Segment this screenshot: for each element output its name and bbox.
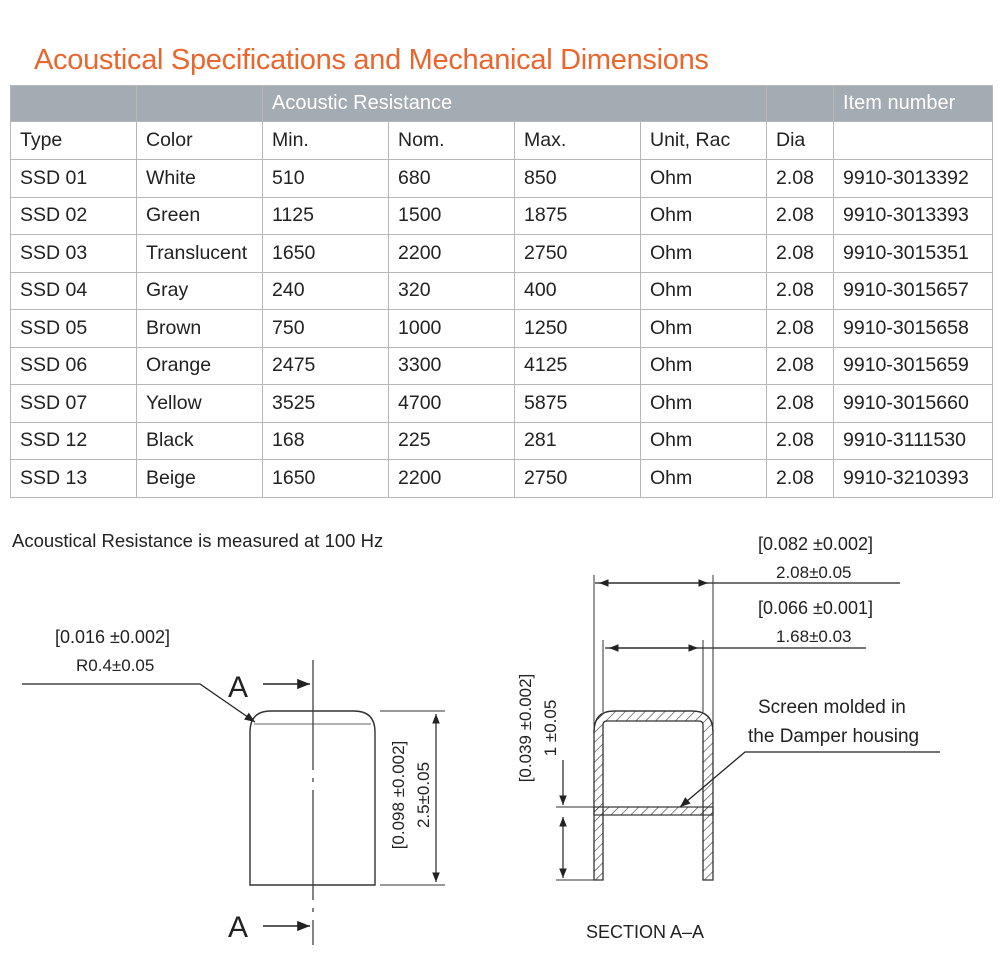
table-cell: Black bbox=[137, 422, 263, 460]
height-mm-label: 2.5±0.05 bbox=[414, 761, 433, 829]
table-cell: SSD 12 bbox=[11, 422, 137, 460]
table-cell: 9910-3015658 bbox=[834, 310, 993, 348]
table-cell: 9910-3015659 bbox=[834, 347, 993, 385]
table-cell: 1125 bbox=[263, 197, 389, 235]
table-cell: 2.08 bbox=[767, 460, 834, 498]
table-cell: 4700 bbox=[389, 385, 515, 423]
table-cell: Brown bbox=[137, 310, 263, 348]
table-cell: Orange bbox=[137, 347, 263, 385]
table-cell: Ohm bbox=[641, 422, 767, 460]
table-cell: 2.08 bbox=[767, 347, 834, 385]
table-cell: Ohm bbox=[641, 197, 767, 235]
table-cell: 2.08 bbox=[767, 422, 834, 460]
table-cell: Ohm bbox=[641, 235, 767, 273]
table-cell: 2.08 bbox=[767, 272, 834, 310]
height-inch-label: [0.098 ±0.002] bbox=[389, 740, 408, 850]
table-cell: 850 bbox=[515, 160, 641, 198]
table-cell: SSD 04 bbox=[11, 272, 137, 310]
table-cell: SSD 13 bbox=[11, 460, 137, 498]
table-cell: 1650 bbox=[263, 460, 389, 498]
section-view bbox=[516, 534, 940, 942]
table-cell: 9910-3210393 bbox=[834, 460, 993, 498]
radius-leader bbox=[22, 684, 255, 722]
section-label-top: A bbox=[228, 671, 249, 704]
table-cell: 2.08 bbox=[767, 235, 834, 273]
table-cell: 2.08 bbox=[767, 160, 834, 198]
page-title: Acoustical Specifications and Mechanical Dimensions bbox=[34, 44, 709, 76]
table-cell: 168 bbox=[263, 422, 389, 460]
table-cell: Translucent bbox=[137, 235, 263, 273]
inner-dia-mm-label: 1.68±0.03 bbox=[776, 627, 852, 646]
table-cell: SSD 02 bbox=[11, 197, 137, 235]
table-cell: 2200 bbox=[389, 460, 515, 498]
table-cell: 510 bbox=[263, 160, 389, 198]
table-cell: SSD 07 bbox=[11, 385, 137, 423]
table-cell: White bbox=[137, 160, 263, 198]
screen-callout-line2: the Damper housing bbox=[748, 726, 920, 747]
screen-leader bbox=[680, 752, 940, 807]
table-cell: Ohm bbox=[641, 460, 767, 498]
table-cell: 2.08 bbox=[767, 310, 834, 348]
table-cell: Yellow bbox=[137, 385, 263, 423]
table-cell: 1500 bbox=[389, 197, 515, 235]
outer-dia-inch-label: [0.082 ±0.002] bbox=[758, 534, 873, 554]
table-cell: SSD 05 bbox=[11, 310, 137, 348]
table-cell: Ohm bbox=[641, 310, 767, 348]
screen bbox=[594, 807, 713, 815]
table-cell: 2.08 bbox=[767, 385, 834, 423]
screen-callout-line1: Screen molded in bbox=[758, 697, 906, 718]
depth-mm-label: 1 ±0.05 bbox=[541, 699, 560, 757]
acoustic-resistance-header: Acoustic Resistance bbox=[263, 86, 767, 122]
table-cell: 9910-3015660 bbox=[834, 385, 993, 423]
column-header: Nom. bbox=[389, 122, 515, 160]
housing-wall bbox=[594, 711, 713, 880]
table-cell: 680 bbox=[389, 160, 515, 198]
table-cell: 9910-3013392 bbox=[834, 160, 993, 198]
table-cell: SSD 01 bbox=[11, 160, 137, 198]
item-number-header: Item number bbox=[834, 86, 993, 122]
table-cell: 1650 bbox=[263, 235, 389, 273]
table-cell: 750 bbox=[263, 310, 389, 348]
table-cell: 3525 bbox=[263, 385, 389, 423]
column-header: Min. bbox=[263, 122, 389, 160]
section-label-bottom: A bbox=[228, 911, 249, 944]
table-cell: 400 bbox=[515, 272, 641, 310]
table-cell: 5875 bbox=[515, 385, 641, 423]
table-cell: 3300 bbox=[389, 347, 515, 385]
table-cell: SSD 06 bbox=[11, 347, 137, 385]
table-cell: 9910-3015657 bbox=[834, 272, 993, 310]
table-cell: 320 bbox=[389, 272, 515, 310]
outer-dia-mm-label: 2.08±0.05 bbox=[776, 563, 852, 582]
column-header: Max. bbox=[515, 122, 641, 160]
table-cell: Ohm bbox=[641, 385, 767, 423]
column-header: Color bbox=[137, 122, 263, 160]
depth-inch-label: [0.039 ±0.002] bbox=[516, 673, 535, 783]
table-cell: 1250 bbox=[515, 310, 641, 348]
side-view bbox=[22, 627, 445, 945]
table-cell: 1875 bbox=[515, 197, 641, 235]
measurement-note: Acoustical Resistance is measured at 100 Hz bbox=[12, 530, 384, 551]
table-cell: Gray bbox=[137, 272, 263, 310]
table-cell: 9910-3111530 bbox=[834, 422, 993, 460]
section-caption: SECTION A–A bbox=[586, 922, 705, 942]
table-cell: Beige bbox=[137, 460, 263, 498]
inner-dia-inch-label: [0.066 ±0.001] bbox=[758, 598, 873, 618]
table-cell: 240 bbox=[263, 272, 389, 310]
table-cell: 2.08 bbox=[767, 197, 834, 235]
table-cell: 225 bbox=[389, 422, 515, 460]
column-header: Type bbox=[11, 122, 137, 160]
table-cell: 1000 bbox=[389, 310, 515, 348]
radius-mm-label: R0.4±0.05 bbox=[76, 656, 155, 675]
table-cell: Ohm bbox=[641, 347, 767, 385]
column-header: Dia bbox=[767, 122, 834, 160]
table-cell: Green bbox=[137, 197, 263, 235]
column-header: Unit, Rac bbox=[641, 122, 767, 160]
table-cell: 4125 bbox=[515, 347, 641, 385]
table-cell: 2200 bbox=[389, 235, 515, 273]
table-cell: 9910-3013393 bbox=[834, 197, 993, 235]
table-cell: 2475 bbox=[263, 347, 389, 385]
table-cell: 2750 bbox=[515, 235, 641, 273]
table-cell: Ohm bbox=[641, 272, 767, 310]
table-cell: SSD 03 bbox=[11, 235, 137, 273]
table-cell: Ohm bbox=[641, 160, 767, 198]
table-cell: 9910-3015351 bbox=[834, 235, 993, 273]
radius-inch-label: [0.016 ±0.002] bbox=[55, 627, 170, 647]
table-cell: 2750 bbox=[515, 460, 641, 498]
table-cell: 281 bbox=[515, 422, 641, 460]
